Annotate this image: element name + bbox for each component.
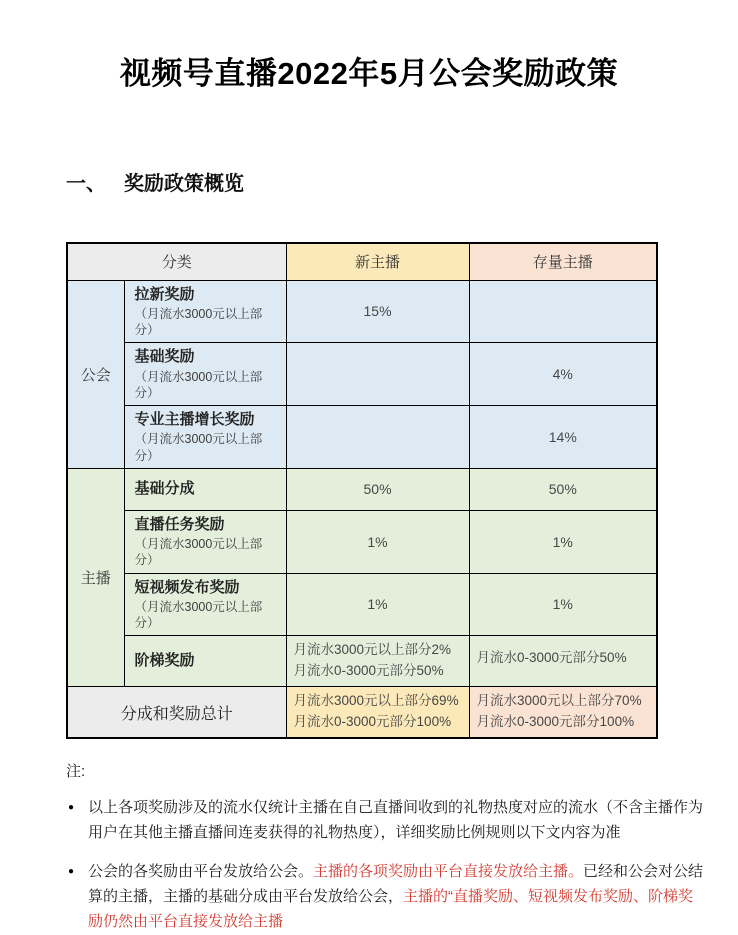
table-row bbox=[67, 510, 657, 573]
note-item-2 bbox=[66, 860, 706, 934]
reward-name: 专业主播增长奖励 bbox=[134, 411, 255, 428]
header-existing-anchor: 存量主播 bbox=[469, 243, 657, 280]
table-row bbox=[67, 573, 657, 636]
note-segment-red: 主播的各项奖励由平台直接发放给主播。 bbox=[313, 863, 584, 881]
reward-name-cell bbox=[124, 468, 286, 510]
table-header-row bbox=[67, 243, 657, 280]
reward-name: 阶梯奖励 bbox=[134, 652, 195, 670]
reward-name: 基础分成 bbox=[134, 480, 195, 498]
note-text: 以上各项奖励涉及的流水仅统计主播在自己直播间收到的礼物热度对应的流水（不含主播作为用户在其他主播直播间连麦获得的礼物热度），详细奖励比例规则以下文内容为准 bbox=[88, 798, 704, 841]
value-line: 月流水0-3000元部分50% bbox=[476, 650, 627, 666]
section-title: 奖励政策概览 bbox=[124, 173, 244, 195]
value-new: 15% bbox=[286, 280, 469, 343]
value-line: 月流水3000元以上部分70% bbox=[476, 693, 642, 709]
table-row bbox=[67, 636, 657, 687]
reward-sub: （月流水3000元以上部分） bbox=[134, 537, 263, 568]
value-new bbox=[286, 636, 469, 687]
total-label: 分成和奖励总计 bbox=[67, 687, 286, 738]
table-row bbox=[67, 468, 657, 510]
note-text bbox=[88, 860, 706, 934]
reward-sub: （月流水3000元以上部分） bbox=[134, 432, 263, 463]
group-label-anchor: 主播 bbox=[67, 468, 124, 686]
value-existing: 14% bbox=[469, 406, 657, 469]
value-existing: 50% bbox=[469, 468, 657, 510]
reward-name: 直播任务奖励 bbox=[134, 515, 225, 533]
reward-name-cell bbox=[124, 280, 286, 343]
value-new bbox=[286, 343, 469, 406]
reward-name-cell bbox=[124, 406, 286, 469]
note-segment: 已经和公会对公结算的主播，主播的基础分成由平台发放给公会， bbox=[88, 863, 704, 906]
note-segment-red: 主播的“直播奖励、短视频发布奖励、阶梯奖励仍然由平台直接发放给主播 bbox=[88, 888, 694, 930]
value-existing: 1% bbox=[469, 573, 657, 636]
total-new bbox=[286, 687, 469, 738]
header-new-anchor: 新主播 bbox=[286, 243, 469, 280]
group-label-guild: 公会 bbox=[67, 280, 124, 468]
value-line: 月流水3000元以上部分69% bbox=[293, 693, 459, 709]
total-existing bbox=[469, 687, 657, 738]
reward-name: 拉新奖励 bbox=[134, 285, 195, 303]
value-existing bbox=[469, 280, 657, 343]
reward-name: 基础奖励 bbox=[134, 348, 195, 366]
reward-sub: （月流水3000元以上部分） bbox=[134, 599, 263, 630]
section-number: 一、 bbox=[66, 173, 106, 195]
value-existing: 4% bbox=[469, 343, 657, 406]
table-row bbox=[67, 406, 657, 469]
value-existing: 1% bbox=[469, 510, 657, 573]
note-item-1 bbox=[66, 796, 706, 846]
header-category: 分类 bbox=[67, 243, 286, 280]
notes-section bbox=[66, 760, 706, 935]
value-line: 月流水0-3000元部分100% bbox=[293, 714, 452, 730]
table-row bbox=[67, 280, 657, 343]
reward-name-cell bbox=[124, 636, 286, 687]
reward-sub: （月流水3000元以上部分） bbox=[134, 369, 263, 400]
note-segment: 公会的各奖励由平台发放给公会。 bbox=[88, 863, 314, 881]
reward-name-cell bbox=[124, 343, 286, 406]
value-line: 月流水0-3000元部分50% bbox=[293, 663, 444, 679]
value-new bbox=[286, 406, 469, 469]
value-new: 1% bbox=[286, 573, 469, 636]
value-line: 月流水3000元以上部分2% bbox=[293, 642, 452, 658]
table-total-row bbox=[67, 687, 657, 738]
reward-sub: （月流水3000元以上部分） bbox=[134, 306, 263, 337]
value-line: 月流水0-3000元部分100% bbox=[476, 714, 635, 730]
notes-label: 注: bbox=[66, 762, 86, 780]
reward-name: 短视频发布奖励 bbox=[134, 578, 240, 596]
table-row bbox=[67, 343, 657, 406]
value-new: 50% bbox=[286, 468, 469, 510]
page-title: 视频号直播2022年5月公会奖励政策 bbox=[119, 56, 619, 91]
value-existing bbox=[469, 636, 657, 687]
bullet-icon: ● bbox=[68, 801, 75, 813]
reward-name-cell bbox=[124, 573, 286, 636]
reward-name-cell bbox=[124, 510, 286, 573]
reward-policy-table bbox=[66, 242, 658, 739]
value-new: 1% bbox=[286, 510, 469, 573]
document-page bbox=[0, 48, 738, 930]
bullet-icon: ● bbox=[68, 866, 75, 878]
section-heading bbox=[66, 167, 738, 196]
